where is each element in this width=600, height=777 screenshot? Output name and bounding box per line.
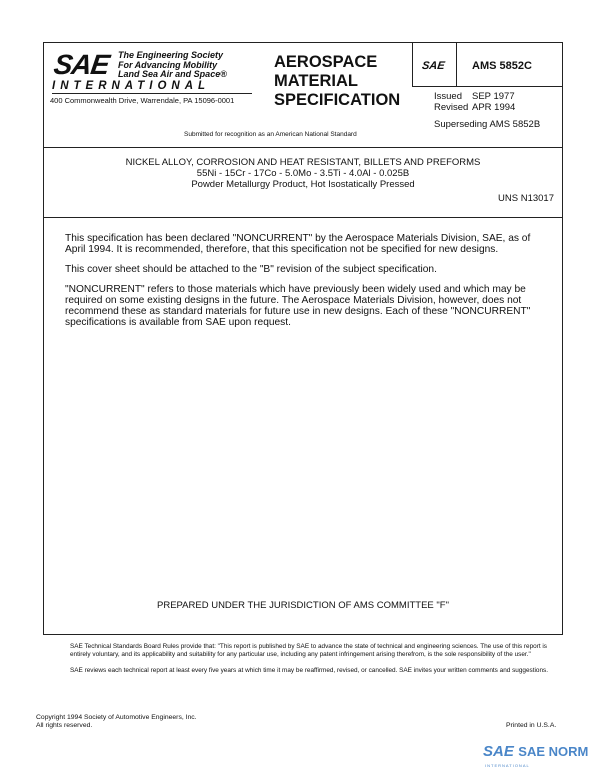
title-line: NICKEL ALLOY, CORROSION AND HEAT RESISTANT, BILLETS AND PREFORMS bbox=[125, 157, 481, 168]
issue-dates: Issued SEP 1977 Revised APR 1994 bbox=[434, 91, 516, 113]
document-number: AMS 5852C bbox=[472, 60, 532, 72]
divider bbox=[412, 43, 413, 86]
product-form-line: Powder Metallurgy Product, Hot Isostatically Pressed bbox=[191, 179, 415, 190]
watermark-sub: INTERNATIONAL bbox=[485, 763, 530, 768]
spec-frame bbox=[43, 42, 563, 635]
paragraph: "NONCURRENT" refers to those materials which have previously been widely used and which may be required on some existing designs in the future. The Aerospace Materials Division, however, does not recommend these as standard materials for future use in new designs. Each of these "NONCURRENT" specifications is available from SAE upon request. bbox=[65, 284, 531, 328]
prepared-by-line: PREPARED UNDER THE JURISDICTION OF AMS COMMITTEE "F" bbox=[157, 600, 449, 611]
copyright: Copyright 1994 Society of Automotive Engineers, Inc. All rights reserved. bbox=[36, 714, 197, 729]
footer-notes bbox=[70, 643, 560, 683]
paragraph: This specification has been declared "NONCURRENT" by the Aerospace Materials Division, SAE, as of April 1994. It is recommended, therefore, that this specification not be specified for new designs. bbox=[65, 233, 531, 255]
divider bbox=[456, 43, 457, 86]
body-text bbox=[65, 233, 545, 337]
superseding-note: Superseding AMS 5852B bbox=[434, 119, 541, 130]
uns-number: UNS N13017 bbox=[498, 193, 554, 204]
watermark-text: SAE NORM bbox=[518, 744, 589, 759]
doc-type-title: AEROSPACE MATERIAL SPECIFICATION bbox=[274, 53, 401, 109]
sae-small-logo: SAE bbox=[421, 60, 446, 72]
title-block bbox=[44, 147, 562, 218]
watermark-logo bbox=[483, 743, 593, 773]
society-tagline: The Engineering Society For Advancing Mobility Land Sea Air and Space® bbox=[118, 50, 227, 79]
paragraph: This cover sheet should be attached to the "B" revision of the subject specification. bbox=[65, 264, 437, 275]
watermark-sae: SAE bbox=[483, 743, 514, 760]
submitted-note: Submitted for recognition as an American National Standard bbox=[184, 131, 357, 138]
printed-in: Printed in U.S.A. bbox=[506, 722, 557, 729]
footer-paragraph: SAE reviews each technical report at least every five years at which time it may be reaffirmed, revised, or cancelled. SAE invites your written comments and suggestions. bbox=[70, 667, 548, 674]
address: 400 Commonwealth Drive, Warrendale, PA 15096-0001 bbox=[50, 96, 235, 105]
divider bbox=[52, 93, 252, 94]
divider bbox=[412, 86, 562, 87]
footer-paragraph: SAE Technical Standards Board Rules provide that: "This report is published by SAE to advance the state of technical and engineering sciences. The use of this report is entirely voluntary, and its applicability and suitability for any particular use, including any patent infringement arising therefrom, is the sole responsibility of the user." bbox=[70, 643, 547, 658]
header-block bbox=[44, 43, 562, 148]
sae-logo: SAE bbox=[51, 49, 111, 80]
international-wordmark: INTERNATIONAL bbox=[52, 80, 211, 92]
composition-line: 55Ni - 15Cr - 17Co - 5.0Mo - 3.5Ti - 4.0Al - 0.025B bbox=[196, 168, 410, 179]
